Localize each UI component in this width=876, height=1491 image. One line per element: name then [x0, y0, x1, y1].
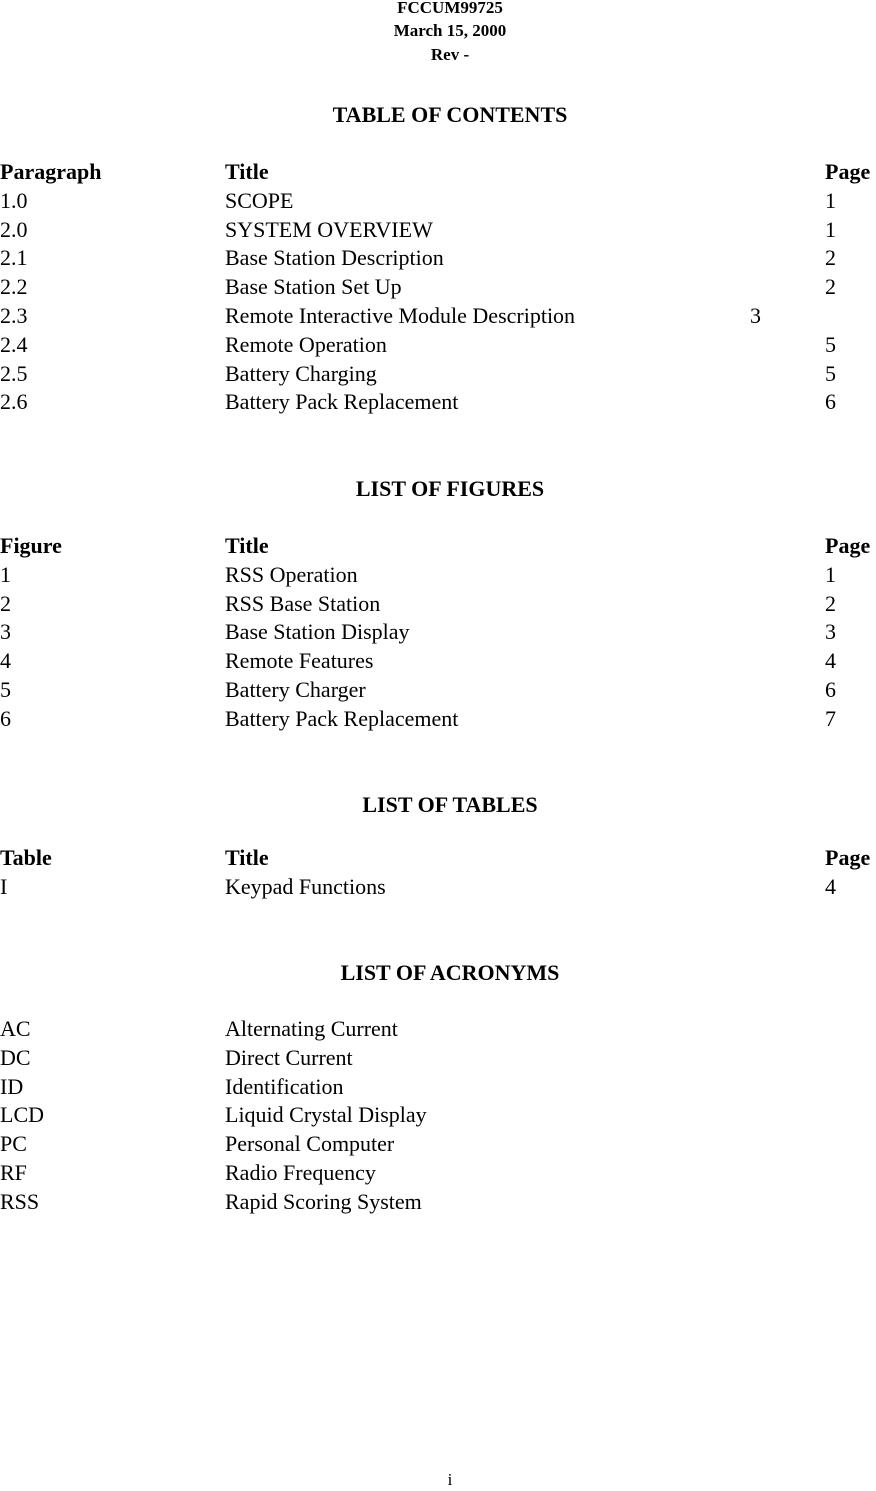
- column-header: Title: [225, 159, 269, 184]
- item-id: 6: [0, 705, 11, 731]
- item-id: AC: [0, 1016, 31, 1041]
- item-page: 2: [825, 590, 836, 616]
- item-title: Direct Current: [225, 1044, 353, 1070]
- item-id: 2.1: [0, 245, 28, 271]
- item-title: Battery Pack Replacement: [225, 705, 459, 731]
- item-page: 3: [750, 302, 761, 328]
- doc-revision: Rev -: [430, 45, 470, 64]
- list-item: [0, 705, 876, 734]
- item-title: Remote Features: [225, 648, 374, 674]
- item-id: 2.2: [0, 274, 28, 300]
- column-header: Paragraph: [0, 159, 102, 184]
- item-page: 4: [825, 648, 836, 674]
- acronyms-title: LIST OF ACRONYMS: [340, 960, 560, 985]
- item-page: 4: [825, 873, 836, 899]
- item-title: Base Station Set Up: [225, 274, 402, 300]
- column-header-row: [0, 532, 876, 561]
- item-id: 2.5: [0, 360, 28, 386]
- item-title: Personal Computer: [225, 1131, 395, 1157]
- item-id: 2.6: [0, 389, 28, 415]
- list-item: [0, 273, 876, 302]
- item-title: RSS Base Station: [225, 590, 381, 616]
- column-header: Table: [0, 845, 52, 870]
- list-item: [0, 1073, 876, 1102]
- item-id: 4: [0, 648, 11, 674]
- item-title: Base Station Description: [225, 245, 444, 271]
- list-item: [0, 647, 876, 676]
- item-page: 7: [825, 705, 836, 731]
- list-item: [0, 331, 876, 360]
- list-item: [0, 216, 876, 245]
- list-item: [0, 561, 876, 590]
- tables-title: LIST OF TABLES: [362, 792, 538, 817]
- list-item: [0, 1044, 876, 1073]
- toc-title: TABLE OF CONTENTS: [332, 102, 568, 127]
- item-page: 5: [825, 360, 836, 386]
- item-title: RSS Operation: [225, 561, 358, 587]
- column-header-row: [0, 844, 876, 873]
- list-item: [0, 302, 876, 331]
- item-id: 3: [0, 619, 11, 645]
- list-item: [0, 1130, 876, 1159]
- item-page: 6: [825, 389, 836, 415]
- item-title: Rapid Scoring System: [225, 1188, 422, 1214]
- item-id: 2: [0, 590, 11, 616]
- item-page: 1: [825, 216, 836, 242]
- item-id: 2.0: [0, 216, 28, 242]
- item-page: 1: [825, 561, 836, 587]
- item-id: PC: [0, 1131, 27, 1157]
- list-item: [0, 187, 876, 216]
- item-id: 2.3: [0, 302, 28, 328]
- item-title: Identification: [225, 1073, 344, 1099]
- column-header: Page: [825, 159, 871, 184]
- item-id: DC: [0, 1044, 31, 1070]
- item-page: 5: [825, 331, 836, 357]
- item-page: 1: [825, 187, 836, 213]
- item-title: Keypad Functions: [225, 873, 386, 899]
- item-page: 2: [825, 274, 836, 300]
- list-item: [0, 676, 876, 705]
- toc-table: [0, 158, 876, 417]
- list-item: [0, 1159, 876, 1188]
- item-title: Base Station Display: [225, 619, 410, 645]
- column-header: Figure: [0, 533, 62, 558]
- item-page: 6: [825, 676, 836, 702]
- list-item: [0, 590, 876, 619]
- item-id: I: [0, 873, 8, 899]
- doc-number: FCCUM99725: [397, 0, 503, 17]
- item-id: 5: [0, 676, 11, 702]
- item-id: RF: [0, 1159, 27, 1185]
- list-item: [0, 1101, 876, 1130]
- list-item: [0, 1015, 876, 1044]
- column-header: Title: [225, 533, 269, 558]
- item-id: 1.0: [0, 187, 28, 213]
- list-item: [0, 244, 876, 273]
- item-title: Radio Frequency: [225, 1159, 376, 1185]
- list-item: [0, 873, 876, 902]
- item-page: 2: [825, 245, 836, 271]
- item-title: Liquid Crystal Display: [225, 1102, 427, 1128]
- item-title: SYSTEM OVERVIEW: [225, 216, 433, 242]
- item-title: Battery Charging: [225, 360, 377, 386]
- list-item: [0, 1188, 876, 1217]
- item-id: 1: [0, 561, 11, 587]
- column-header: Page: [825, 845, 871, 870]
- tables-table: [0, 844, 876, 902]
- item-title: Remote Interactive Module Description: [225, 302, 576, 328]
- item-title: Alternating Current: [225, 1016, 398, 1041]
- item-title: Battery Charger: [225, 676, 366, 702]
- acronyms-table: [0, 1015, 876, 1217]
- list-item: [0, 360, 876, 389]
- item-id: LCD: [0, 1102, 44, 1128]
- column-header: Page: [825, 533, 871, 558]
- item-id: RSS: [0, 1188, 40, 1214]
- list-item: [0, 618, 876, 647]
- item-title: Remote Operation: [225, 331, 387, 357]
- doc-date: March 15, 2000: [393, 21, 507, 40]
- item-page: 3: [825, 619, 836, 645]
- item-id: 2.4: [0, 331, 28, 357]
- column-header: Title: [225, 845, 269, 870]
- figures-title: LIST OF FIGURES: [355, 476, 545, 501]
- column-header-row: [0, 158, 876, 187]
- item-title: Battery Pack Replacement: [225, 389, 459, 415]
- item-title: SCOPE: [225, 187, 294, 213]
- page-number: i: [447, 1470, 453, 1489]
- list-item: [0, 388, 876, 417]
- item-id: ID: [0, 1073, 24, 1099]
- figures-table: [0, 532, 876, 734]
